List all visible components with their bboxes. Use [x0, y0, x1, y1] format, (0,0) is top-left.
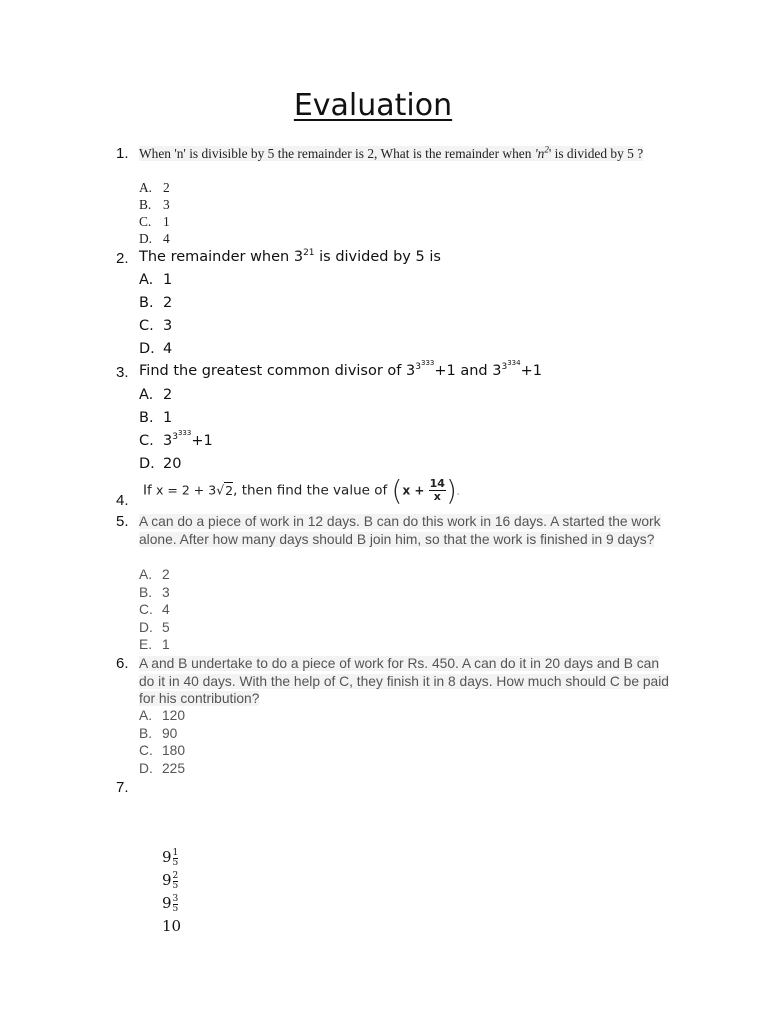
question-text: If x = 2 + 3√2, then find the value of (x + $\frac{14}{x}$ ).	[143, 474, 460, 507]
options-list	[139, 566, 170, 654]
option-d[interactable]: D. 225	[139, 760, 186, 776]
option-a[interactable]: A. 2	[139, 180, 170, 195]
question-text: A can do a piece of work in 12 days. B can do this work in 16 days. A started the work alone. After how many days should B join him, so that the work is finished in 9 days?	[139, 514, 661, 547]
option-b[interactable]: B. 3	[139, 197, 170, 212]
option-b[interactable]: B. 90	[139, 725, 178, 741]
option-c[interactable]: C. 3	[139, 318, 173, 334]
option-mixed-fraction[interactable]: 9 $\frac{1}{5}$	[162, 847, 179, 868]
option-b[interactable]: B. 1	[139, 410, 173, 426]
question-number: 7.	[116, 779, 129, 796]
option-c[interactable]: C. 180	[139, 743, 186, 758]
option-d[interactable]: D. 4	[139, 341, 173, 357]
question-text: Find the greatest common divisor of $3^{3^{333}}+1$ and $3^{3^{334}}+1$	[139, 359, 542, 379]
option-d[interactable]: D. 4	[139, 231, 170, 246]
option-d[interactable]: D. 5	[139, 619, 170, 635]
question-number: 3.	[116, 364, 129, 381]
question-text: A and B undertake to do a piece of work for Rs. 450. A can do it in 20 days and B can do it in 40 days. With the help of C, they finish it in 8 days. How much should C be paid for his contribution?	[139, 656, 669, 706]
option-d[interactable]: D. 20	[139, 456, 182, 472]
option-b[interactable]: B. 2	[139, 295, 173, 311]
option-b[interactable]: B. 3	[139, 584, 170, 600]
option-c[interactable]: C. 4	[139, 602, 170, 617]
question-number: 1.	[116, 145, 129, 162]
question-text: When 'n' is divisible by 5 the remainder is 2, What is the remainder when '$n^2$' is divided by 5 ?	[139, 144, 644, 161]
options-list	[139, 269, 172, 361]
question-number: 2.	[116, 250, 129, 267]
option-c[interactable]: C. $3^{3^{333}}+1$	[139, 429, 213, 449]
question-number: 5.	[116, 513, 129, 530]
question-number: 4.	[116, 492, 129, 509]
option-mixed-fraction[interactable]: 9 $\frac{2}{5}$	[162, 870, 179, 891]
option-a[interactable]: A. 2	[139, 567, 170, 582]
page-title: Evaluation	[293, 88, 453, 123]
option-mixed-fraction[interactable]: 9 $\frac{3}{5}$	[162, 893, 179, 914]
option-e[interactable]: E. 1	[139, 637, 170, 652]
option-a[interactable]: A. 120	[139, 708, 186, 723]
option-whole[interactable]: 10	[162, 917, 182, 935]
question-number: 6.	[116, 655, 129, 672]
options-list	[139, 384, 213, 476]
option-c[interactable]: C. 1	[139, 214, 170, 229]
option-a[interactable]: A. 2	[139, 387, 173, 403]
options-list	[139, 179, 170, 247]
options-list	[139, 707, 185, 777]
question-text: The remainder when $3^{21}$ is divided by 5 is	[139, 248, 441, 265]
option-a[interactable]: A. 1	[139, 272, 173, 288]
